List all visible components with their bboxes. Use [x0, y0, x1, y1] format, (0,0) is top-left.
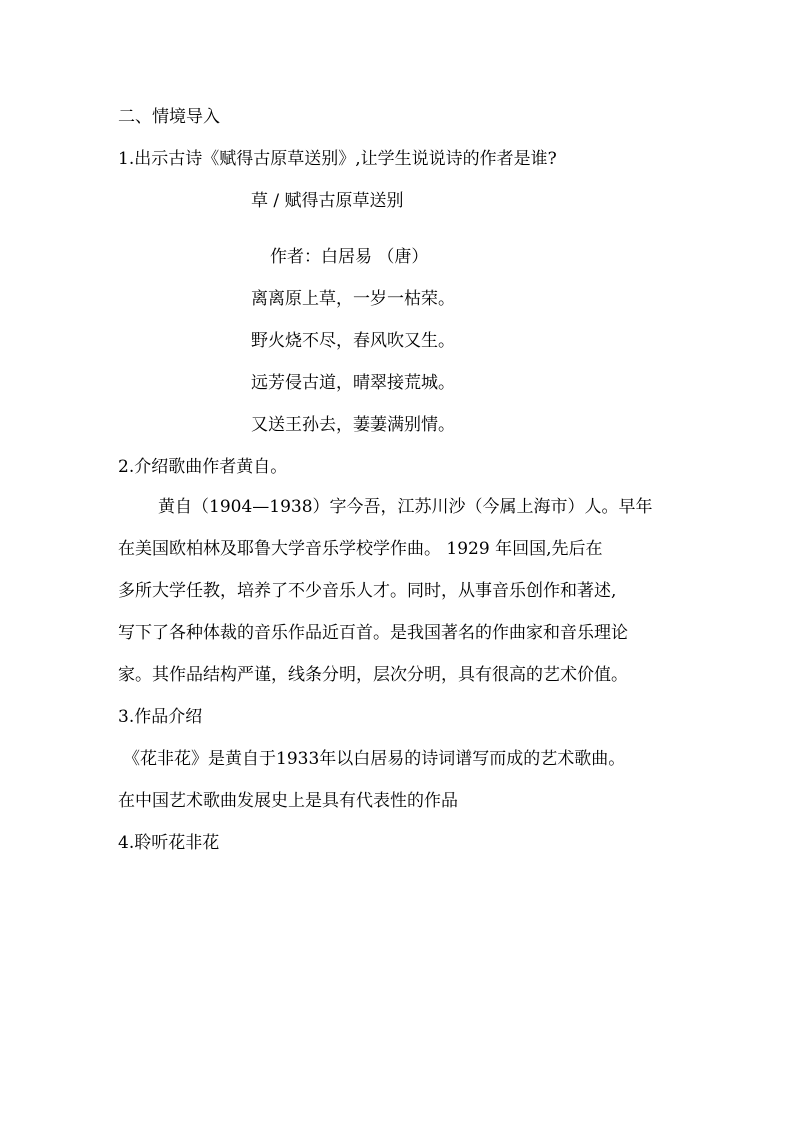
section-heading: 二、情境导入 [118, 107, 220, 127]
work-intro-line: 《花非花》是黄自于1933年以白居易的诗词谱写而成的艺术歌曲。 [123, 749, 626, 769]
poem-title: 草 / 赋得古原草送别 [251, 191, 404, 211]
biography-line: 家。其作品结构严谨，线条分明，层次分明，具有很高的艺术价值。 [118, 665, 628, 685]
biography-line: 在美国欧柏林及耶鲁大学音乐学校学作曲。 1929 年回国,先后在 [118, 539, 603, 559]
item-1-label: 1.出示古诗《赋得古原草送别》,让学生说说诗的作者是谁? [118, 149, 557, 169]
item-4-label: 4.聆听花非花 [118, 833, 220, 853]
poem-line: 又送王孙去，萋萋满别情。 [251, 415, 455, 435]
poem-author: 作者：白居易 （唐） [270, 247, 429, 267]
work-intro-line: 在中国艺术歌曲发展史上是具有代表性的作品 [118, 791, 458, 811]
biography-line: 写下了各种体裁的音乐作品近百首。是我国著名的作曲家和音乐理论 [118, 623, 628, 643]
item-2-label: 2.介绍歌曲作者黄自。 [118, 457, 288, 477]
biography-line: 多所大学任教，培养了不少音乐人才。同时，从事音乐创作和著述, [118, 581, 617, 601]
poem-line: 野火烧不尽，春风吹又生。 [251, 331, 455, 351]
poem-line: 远芳侵古道，晴翠接荒城。 [251, 373, 455, 393]
poem-line: 离离原上草，一岁一枯荣。 [251, 289, 455, 309]
item-3-label: 3.作品介绍 [118, 707, 203, 727]
biography-line: 黄自（1904—1938）字今吾，江苏川沙（今属上海市）人。早年 [158, 497, 653, 517]
